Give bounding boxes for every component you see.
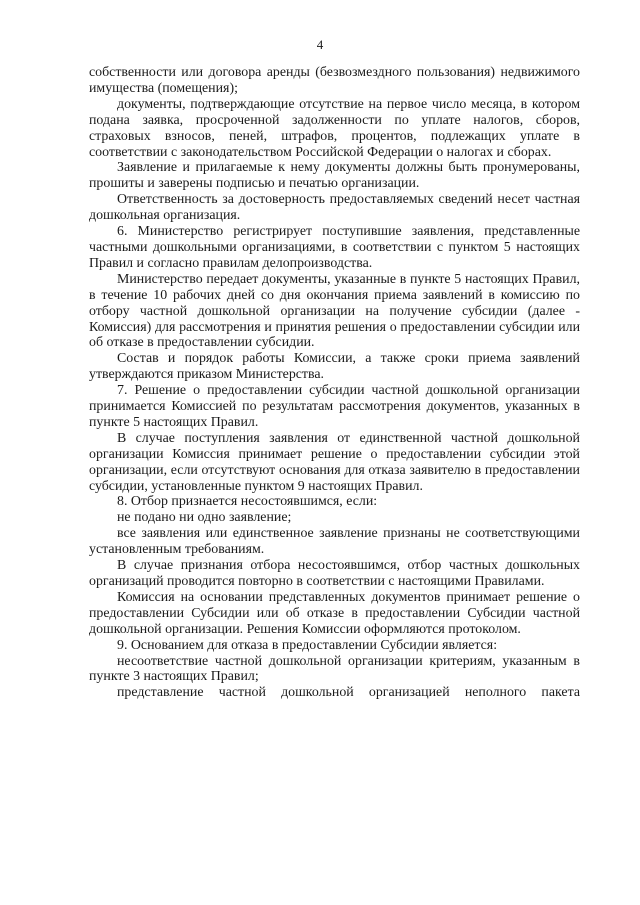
paragraph: документы, подтверждающие отсутствие на первое число месяца, в котором подана заявка, просроченной задолженности по уплате налогов, сборов, страховых взносов, пеней, штрафов, процентов, подлежащих уплате в соответствии с законодательством Российской Федерации о налогах и сборах. <box>89 96 580 160</box>
paragraph: 6. Министерство регистрирует поступившие заявления, представленные частными дошкольными организациями, в соответствии с пунктом 5 настоящих Правил и согласно правилам делопроизводства. <box>89 224 580 271</box>
paragraph: В случае признания отбора несостоявшимся, отбор частных дошкольных организаций проводится повторно в соответствии с настоящими Правилами. <box>89 558 580 589</box>
page-number: 4 <box>316 37 324 52</box>
paragraph: Состав и порядок работы Комиссии, а также сроки приема заявлений утверждаются приказом Министерства. <box>89 351 580 383</box>
paragraph: 9. Основанием для отказа в предоставлении Субсидии является: <box>117 637 498 653</box>
paragraph: Заявление и прилагаемые к нему документы должны быть пронумерованы, прошиты и заверены подписью и печатью организации. <box>89 160 580 192</box>
paragraph: Ответственность за достоверность предоставляемых сведений несет частная дошкольная организация. <box>89 192 580 224</box>
paragraph: В случае поступления заявления от единственной частной дошкольной организации Комиссия принимает решение о предоставлении субсидии этой организации, если отсутствуют основания для отказа заявителю в предоставлении субсидии, установленные пунктом 9 настоящих Правил. <box>89 430 580 494</box>
paragraph: все заявления или единственное заявление признаны не соответствующими установленным требованиям. <box>89 526 580 558</box>
document-body <box>89 65 580 701</box>
paragraph: Министерство передает документы, указанные в пункте 5 настоящих Правил, в течение 10 рабочих дней со дня окончания приема заявлений в комиссию по отбору частной дошкольной организации на получение субсидии (далее - Комиссия) для рассмотрения и принятия решения о предоставлении субсидии или об отказе в предоставлении субсидии. <box>89 271 580 351</box>
paragraph: Комиссия на основании представленных документов принимает решение о предоставлении Субсидии или об отказе в предоставлении Субсидии частной дошкольной организации. Решения Комиссии оформляются протоколом. <box>89 589 580 637</box>
paragraph: не подано ни одно заявление; <box>117 510 292 526</box>
paragraph: 8. Отбор признается несостоявшимся, если: <box>117 494 378 510</box>
paragraph: собственности или договора аренды (безвозмездного пользования) недвижимого имущества (помещения); <box>89 65 580 96</box>
paragraph: 7. Решение о предоставлении субсидии частной дошкольной организации принимается Комиссией по результатам рассмотрения документов, указанных в пункте 5 настоящих Правил. <box>89 383 580 430</box>
paragraph-continues: представление частной дошкольной организацией неполного пакета <box>117 685 580 701</box>
paragraph: несоответствие частной дошкольной организации критериям, указанным в пункте 3 настоящих Правил; <box>89 653 580 685</box>
